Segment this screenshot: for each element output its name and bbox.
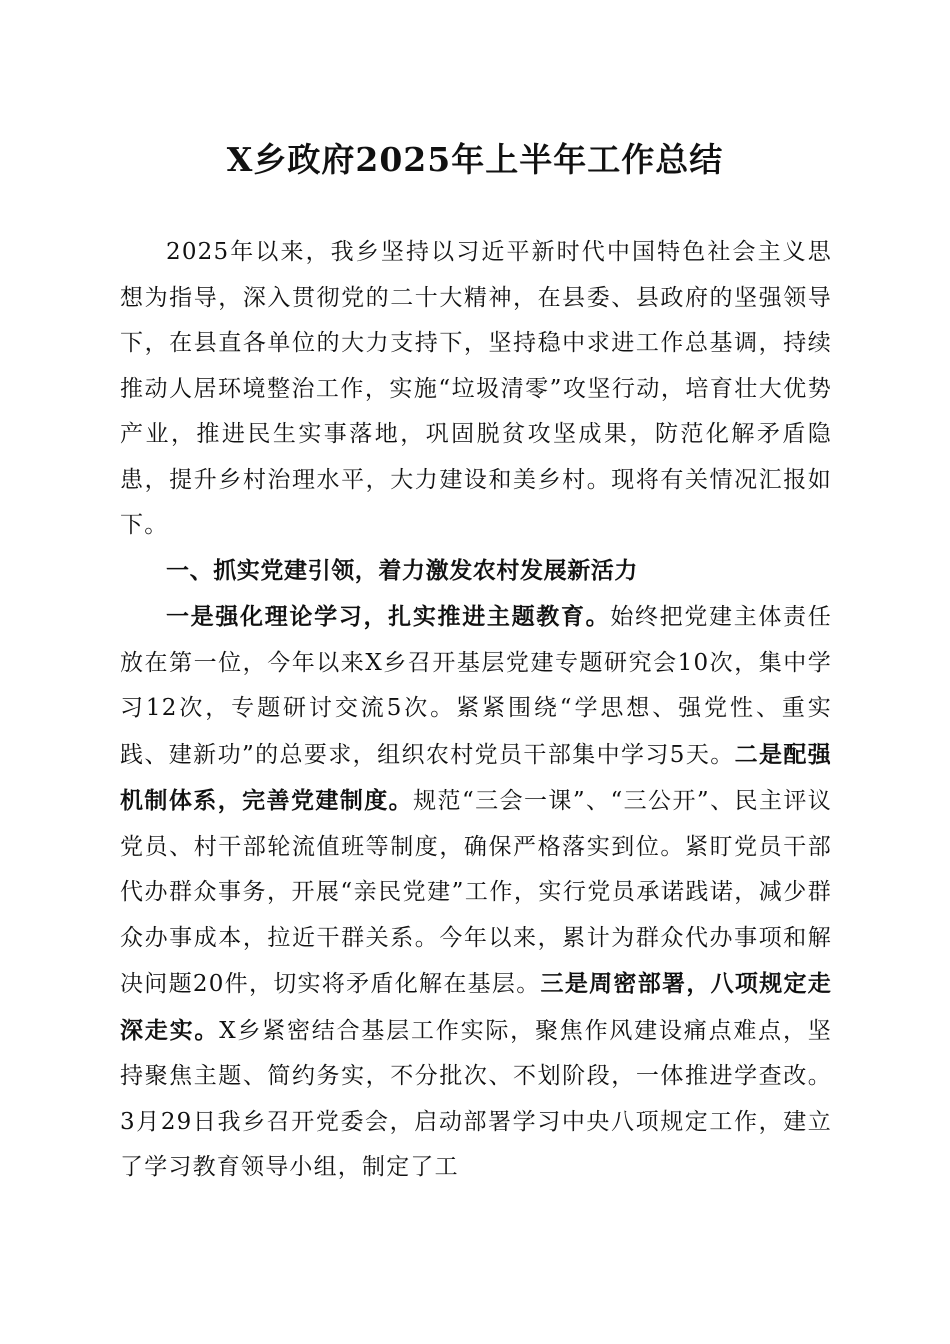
item-lead-3: 三是周密部署，八项规定走深走实。 [120,970,832,1044]
item-text-3: X乡紧密结合基层工作实际，聚焦作风建设痛点难点，坚持聚焦主题、简约务实，不分批次、不划阶段，一体推进学查改。3月29日我乡召开党委会，启动部署学习中央八项规定工作，建立了学习教育领导小组，制定了工 [120,1017,832,1180]
item-lead-1: 一是强化理论学习，扎实推进主题教育。 [166,603,611,630]
document-body [120,230,832,1191]
item-text-2: 规范“三会一课”、“三公开”、民主评议党员、村干部轮流值班等制度，确保严格落实到位。紧盯党员干部代办群众事务，开展“亲民党建”工作，实行党员承诺践诺，减少群众办事成本，拉近干群关系。今年以来，累计为群众代办事项和解决问题20件，切实将矛盾化解在基层。 [120,788,832,997]
item-text-1: 始终把党建主体责任放在第一位，今年以来X乡召开基层党建专题研究会10次，集中学习12次，专题研讨交流5次。紧紧围绕“学思想、强党性、重实践、建新功”的总要求，组织农村党员干部集中学习5天。 [120,604,832,768]
document-title: X乡政府2025年上半年工作总结 [226,140,724,179]
item-lead-2: 二是配强机制体系，完善党建制度。 [120,740,832,814]
intro-paragraph: 2025年以来，我乡坚持以习近平新时代中国特色社会主义思想为指导，深入贯彻党的二十大精神，在县委、县政府的坚强领导下，在县直各单位的大力支持下，坚持稳中求进工作总基调，持续推动人居环境整治工作，实施“垃圾清零”攻坚行动，培育壮大优势产业，推进民生实事落地，巩固脱贫攻坚成果，防范化解矛盾隐患，提升乡村治理水平，大力建设和美乡村。现将有关情况汇报如下。 [120,239,832,538]
section-heading: 一、抓实党建引领，着力激发农村发展新活力 [166,557,638,584]
section-paragraph [120,594,832,1191]
